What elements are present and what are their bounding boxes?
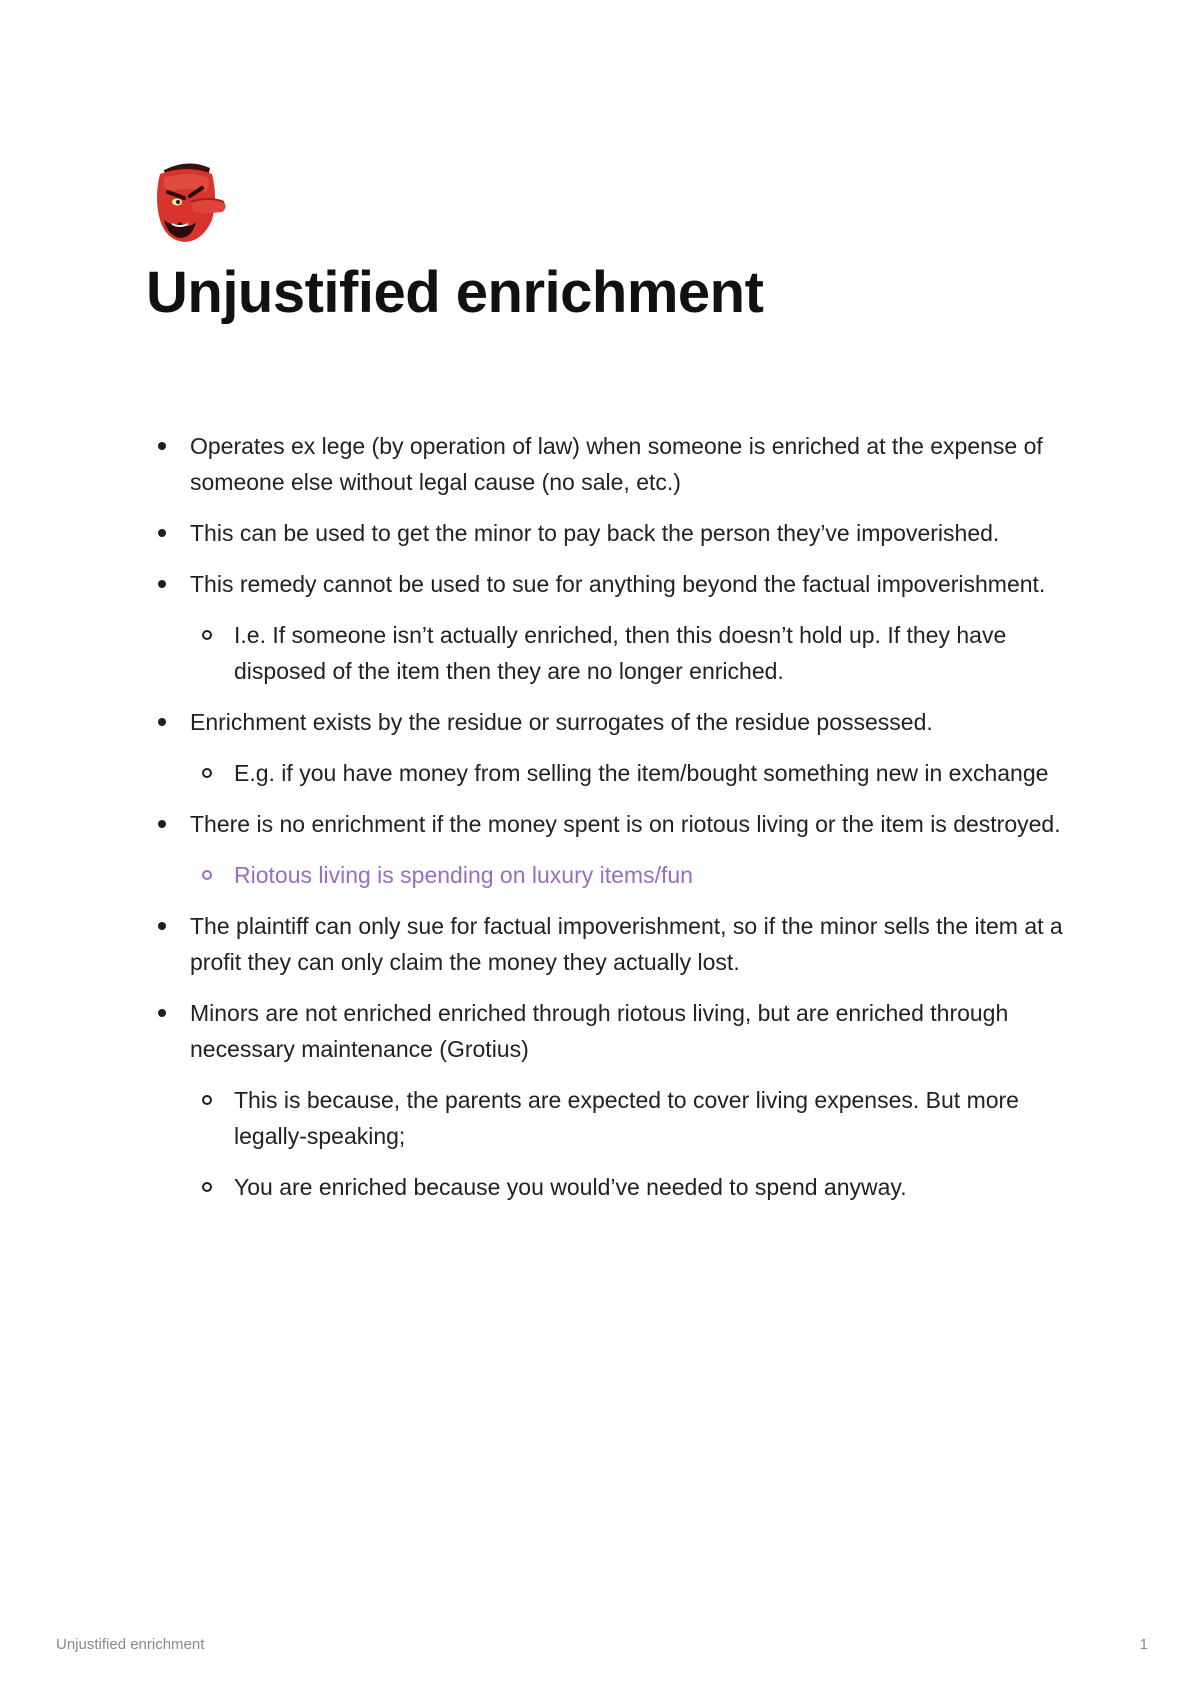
bullet-list xyxy=(150,428,1070,1205)
sub-bullet-item xyxy=(150,617,1070,689)
bullet-text: There is no enrichment if the money spent is on riotous living or the item is destroyed. xyxy=(190,811,1061,837)
bullet-text: This is because, the parents are expected to cover living expenses. But more legally-speaking; xyxy=(234,1087,1019,1149)
bullet-dot-icon xyxy=(158,820,166,828)
hollow-circle-bullet-icon xyxy=(202,630,212,640)
bullet-dot-icon xyxy=(158,922,166,930)
bullet-text: Enrichment exists by the residue or surrogates of the residue possessed. xyxy=(190,709,933,735)
bullet-text: You are enriched because you would’ve needed to spend anyway. xyxy=(234,1174,907,1200)
bullet-dot-icon xyxy=(158,529,166,537)
tengu-mask-icon xyxy=(150,158,230,248)
bullet-item xyxy=(150,806,1070,842)
bullet-dot-icon xyxy=(158,580,166,588)
bullet-text: Minors are not enriched enriched through riotous living, but are enriched through necessary maintenance (Grotius) xyxy=(190,1000,1009,1062)
bullet-item xyxy=(150,908,1070,980)
sub-bullet-item xyxy=(150,755,1070,791)
hollow-circle-bullet-icon xyxy=(202,870,212,880)
bullet-text: E.g. if you have money from selling the item/bought something new in exchange xyxy=(234,760,1049,786)
bullet-text: Riotous living is spending on luxury items/fun xyxy=(234,862,693,888)
bullet-dot-icon xyxy=(158,1009,166,1017)
bullet-item xyxy=(150,515,1070,551)
bullet-text: This remedy cannot be used to sue for anything beyond the factual impoverishment. xyxy=(190,571,1046,597)
bullet-text: I.e. If someone isn’t actually enriched, then this doesn’t hold up. If they have disposed of the item then they are no longer enriched. xyxy=(234,622,1007,684)
bullet-item xyxy=(150,995,1070,1067)
footer-page-number: 1 xyxy=(1139,1636,1148,1653)
sub-bullet-item xyxy=(150,1082,1070,1154)
hollow-circle-bullet-icon xyxy=(202,1095,212,1105)
bullet-item xyxy=(150,704,1070,740)
footer-document-title: Unjustified enrichment xyxy=(56,1636,205,1653)
bullet-text: The plaintiff can only sue for factual impoverishment, so if the minor sells the item at a profit they can only claim the money they actually lost. xyxy=(190,913,1063,975)
bullet-dot-icon xyxy=(158,442,166,450)
page-title: Unjustified enrichment xyxy=(146,260,764,325)
note-content xyxy=(150,428,1070,1220)
bullet-dot-icon xyxy=(158,718,166,726)
hollow-circle-bullet-icon xyxy=(202,768,212,778)
bullet-item xyxy=(150,428,1070,500)
sub-bullet-item xyxy=(150,1169,1070,1205)
bullet-text: This can be used to get the minor to pay back the person they’ve impoverished. xyxy=(190,520,1000,546)
bullet-text: Operates ex lege (by operation of law) when someone is enriched at the expense of someone else without legal cause (no sale, etc.) xyxy=(190,433,1043,495)
hollow-circle-bullet-icon xyxy=(202,1182,212,1192)
sub-bullet-item xyxy=(150,857,1070,893)
bullet-item xyxy=(150,566,1070,602)
